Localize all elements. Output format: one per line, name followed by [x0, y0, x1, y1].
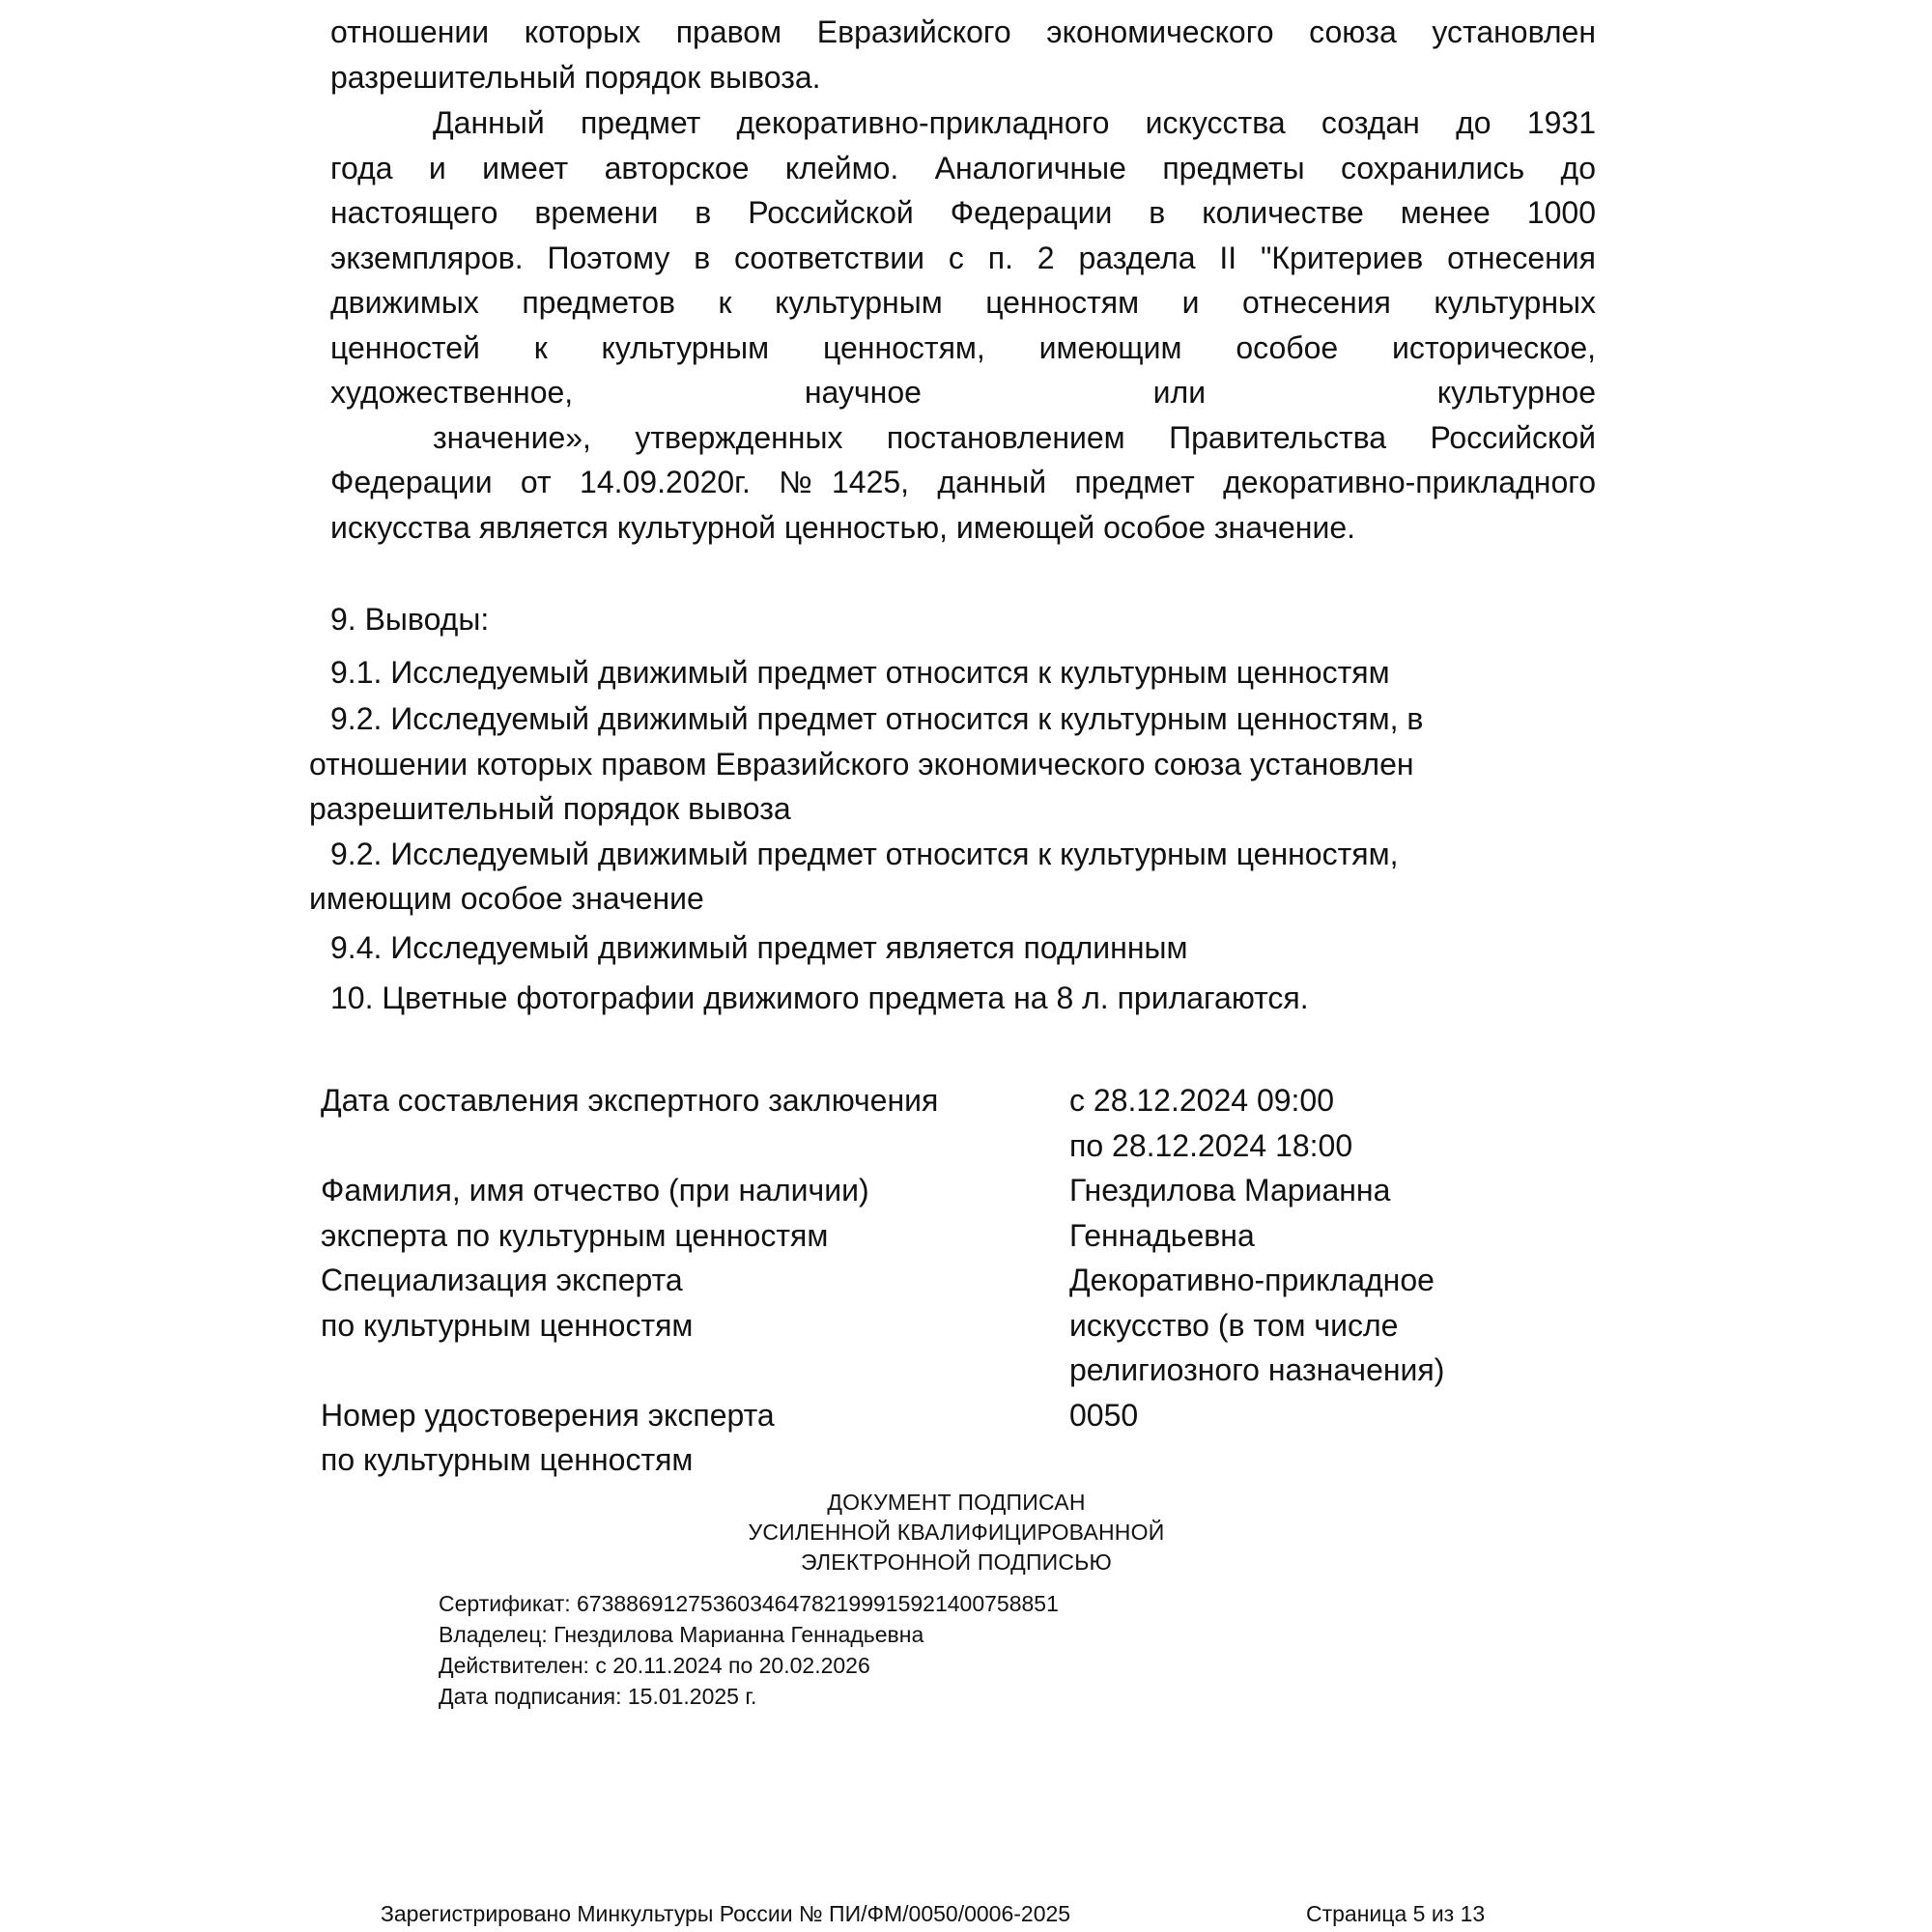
paragraph-line: Данный предмет декоративно-прикладного искусства создан до 1931 — [433, 105, 1596, 140]
paragraph-line: художественное, научное или культурное — [330, 375, 1596, 410]
signature-header-line: УСИЛЕННОЙ КВАЛИФИЦИРОВАННОЙ — [748, 1520, 1165, 1545]
conclusion-item: 9.2. Исследуемый движимый предмет относится к культурным ценностям, в — [330, 701, 1424, 736]
expert-info-table — [321, 1078, 1615, 1483]
paragraph-line: ценностей к культурным ценностям, имеющим особое историческое, — [330, 329, 1596, 365]
signature-details — [439, 1588, 1308, 1712]
spec-label: Специализация эксперта — [321, 1263, 683, 1297]
spec-label: по культурным ценностям — [321, 1307, 694, 1343]
signature-certificate: Сертификат: 673886912753603464782199915921400758851 — [439, 1591, 1059, 1616]
conclusion-item: 9.4. Исследуемый движимый предмет является подлинным — [330, 929, 1188, 965]
conclusion-item-continuation: отношении которых правом Евразийского экономического союза установлен — [309, 746, 1414, 781]
paragraph-line: Федерации от 14.09.2020г. №1425, данный предмет декоративно-прикладного — [330, 465, 1596, 499]
paragraph-line: настоящего времени в Российской Федерации в количестве менее 1000 — [330, 195, 1596, 230]
signature-stamp-header — [580, 1488, 1333, 1577]
info-row-name — [321, 1168, 1615, 1213]
paragraph-line: отношении которых правом Евразийского экономического союза установлен — [330, 14, 1596, 49]
signature-date: Дата подписания: 15.01.2025 г. — [439, 1684, 757, 1709]
conclusion-item-continuation: разрешительный порядок вывоза — [309, 791, 791, 826]
paragraph-line: искусства является культурной ценностью, имеющей особое значение. — [330, 509, 1356, 545]
conclusion-item: 9.2. Исследуемый движимый предмет относится к культурным ценностям, — [330, 836, 1399, 871]
footer-registration: Зарегистрировано Минкультуры России № ПИ/ФМ/0050/0006-2025 — [381, 1901, 1071, 1926]
signature-owner: Владелец: Гнездилова Марианна Геннадьевна — [439, 1622, 924, 1647]
cert-label: по культурным ценностям — [321, 1442, 694, 1477]
date-from: с 28.12.2024 09:00 — [1069, 1083, 1335, 1118]
paragraph-continuation — [330, 10, 1596, 99]
info-row-name-2 — [321, 1213, 1615, 1259]
info-row-spec-3 — [321, 1348, 1615, 1393]
conclusion-item: 9.1. Исследуемый движимый предмет относится к культурным ценностям — [330, 654, 1390, 690]
conclusions-section — [309, 597, 1604, 1021]
info-row-spec-2 — [321, 1303, 1615, 1349]
paragraph-criteria — [330, 100, 1596, 550]
signature-validity: Действителен: с 20.11.2024 по 20.02.2026 — [439, 1653, 870, 1678]
info-row-date — [321, 1078, 1615, 1123]
conclusions-heading: 9. Выводы: — [330, 602, 490, 637]
spec-value: Декоративно-прикладное — [1069, 1263, 1435, 1297]
conclusion-item: 10. Цветные фотографии движимого предмета на 8 л. прилагаются. — [330, 980, 1309, 1015]
date-label: Дата составления экспертного заключения — [321, 1083, 939, 1118]
info-row-cert — [321, 1393, 1615, 1438]
paragraph-line: года и имеет авторское клеймо. Аналогичные предметы сохранились до — [330, 150, 1596, 185]
name-value: Геннадьевна — [1069, 1217, 1255, 1253]
paragraph-line: движимых предметов к культурным ценностям и отнесения культурных — [330, 285, 1596, 320]
info-row-spec — [321, 1258, 1615, 1303]
paragraph-line: экземпляров. Поэтому в соответствии с п. 2 раздела II "Критериев отнесения — [330, 240, 1596, 275]
name-label: Фамилия, имя отчество (при наличии) — [321, 1173, 869, 1208]
signature-header-line: ЭЛЕКТРОННОЙ ПОДПИСЬЮ — [801, 1549, 1112, 1575]
conclusion-item-continuation: имеющим особое значение — [309, 881, 704, 916]
spec-value: искусство (в том числе — [1069, 1307, 1399, 1343]
cert-value: 0050 — [1069, 1397, 1139, 1433]
spec-value: религиозного назначения) — [1069, 1352, 1445, 1387]
info-row-cert-2 — [321, 1437, 1615, 1483]
date-to: по 28.12.2024 18:00 — [1069, 1127, 1353, 1163]
signature-header-line: ДОКУМЕНТ ПОДПИСАН — [827, 1490, 1086, 1515]
paragraph-line: разрешительный порядок вывоза. — [330, 59, 821, 95]
paragraph-line: значение», утвержденных постановлением Правительства Российской — [433, 419, 1596, 455]
name-label: эксперта по культурным ценностям — [321, 1217, 829, 1253]
info-row-date-to — [321, 1123, 1615, 1169]
name-value: Гнездилова Марианна — [1069, 1173, 1391, 1208]
footer-page-number: Страница 5 из 13 — [1306, 1901, 1486, 1926]
cert-label: Номер удостоверения эксперта — [321, 1397, 775, 1433]
